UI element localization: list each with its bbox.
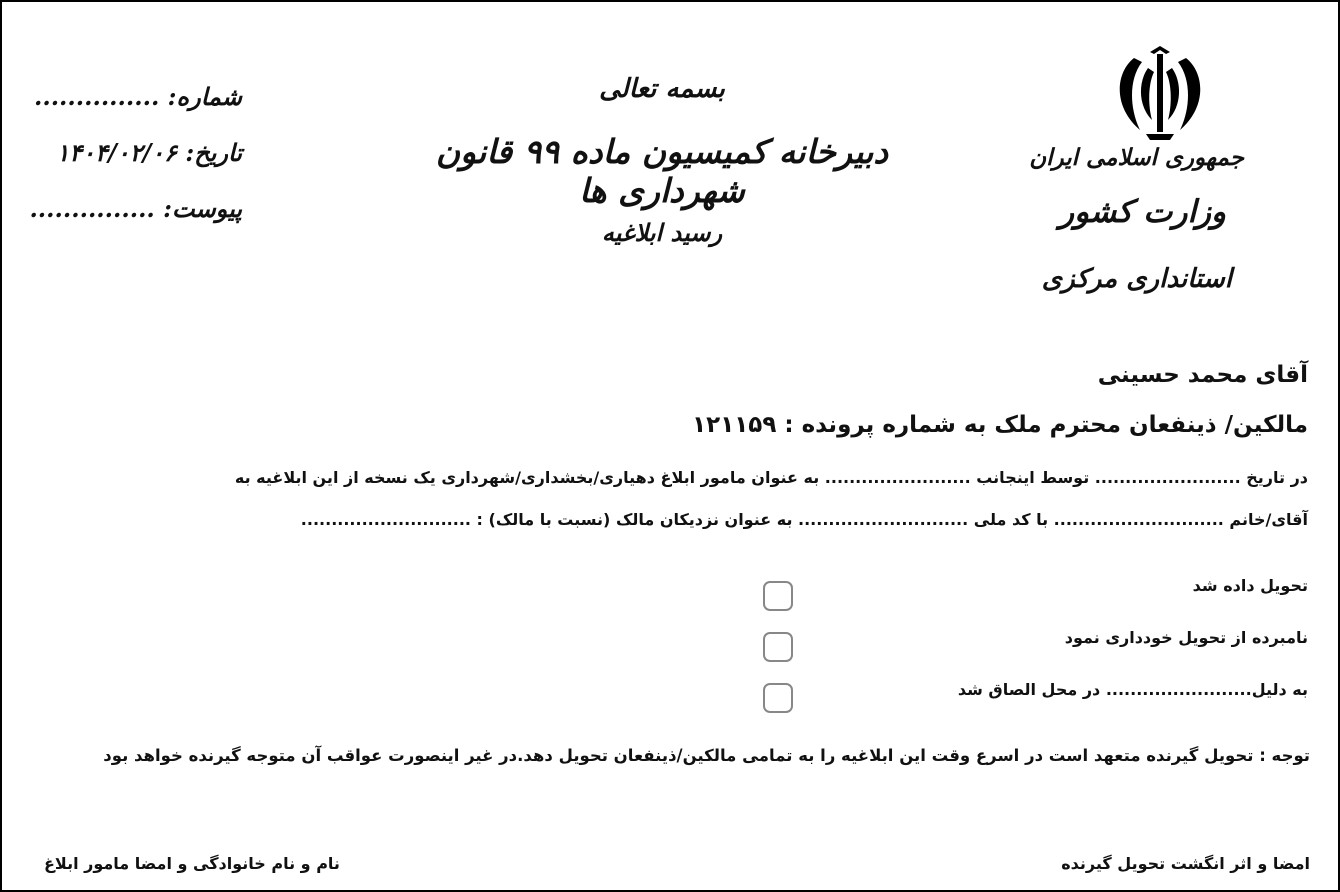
secretariat-title: دبیرخانه کمیسیون ماده ۹۹ قانون شهرداری ها — [435, 132, 889, 210]
delivery-statement-line2: آقای/خانم ............................ با کد ملی ............................ به عنوان نزدیکان مالک (نسبت با مالک) : ............................ — [300, 510, 1308, 529]
document-number: شماره: ............... — [33, 82, 242, 111]
bismillah-heading: بسمه تعالی — [599, 74, 725, 104]
delivery-statement-line1: در تاریخ ........................ توسط اینجانب ........................ به عنوان مامور ابلاغ دهیاری/بخشداری/شهرداری یک نسخه از این ابلاغیه به — [234, 468, 1308, 487]
responsibility-note: توجه : تحویل گیرنده متعهد است در اسرع وقت این ابلاغیه را به تمامی مالکین/ذینفعان تحویل دهد.در غیر اینصورت عواقب آن متوجه گیرنده خواهد بود — [103, 746, 1310, 765]
document-type: رسید ابلاغیه — [601, 218, 723, 247]
option-delivered-checkbox[interactable] — [763, 581, 793, 611]
option-refused-checkbox[interactable] — [763, 632, 793, 662]
document-attachment: پیوست: ............... — [29, 194, 242, 223]
option-refused-label: نامبرده از تحویل خودداری نمود — [1064, 628, 1308, 647]
owners-file-number: مالکین/ ذینفعان محترم ملک به شماره پرونده : ۱۲۱۱۵۹ — [692, 412, 1308, 438]
recipient-name: آقای محمد حسینی — [1097, 362, 1308, 388]
option-posted-checkbox[interactable] — [763, 683, 793, 713]
document-date: تاریخ: ۱۴۰۴/۰۲/۰۶ — [56, 138, 242, 167]
officer-signature-label: نام و نام خانوادگی و امضا مامور ابلاغ — [44, 854, 340, 873]
recipient-signature-label: امضا و اثر انگشت تحویل گیرنده — [1061, 854, 1310, 873]
option-posted-label: به دلیل........................ در محل الصاق شد — [957, 680, 1308, 699]
iran-emblem-icon — [1110, 46, 1210, 142]
option-delivered-label: تحویل داده شد — [1192, 576, 1308, 595]
org-line-republic: جمهوری اسلامی ایران — [1029, 144, 1244, 171]
org-line-ministry: وزارت کشور — [1059, 194, 1226, 230]
org-line-governorate: استانداری مرکزی — [1041, 264, 1232, 294]
